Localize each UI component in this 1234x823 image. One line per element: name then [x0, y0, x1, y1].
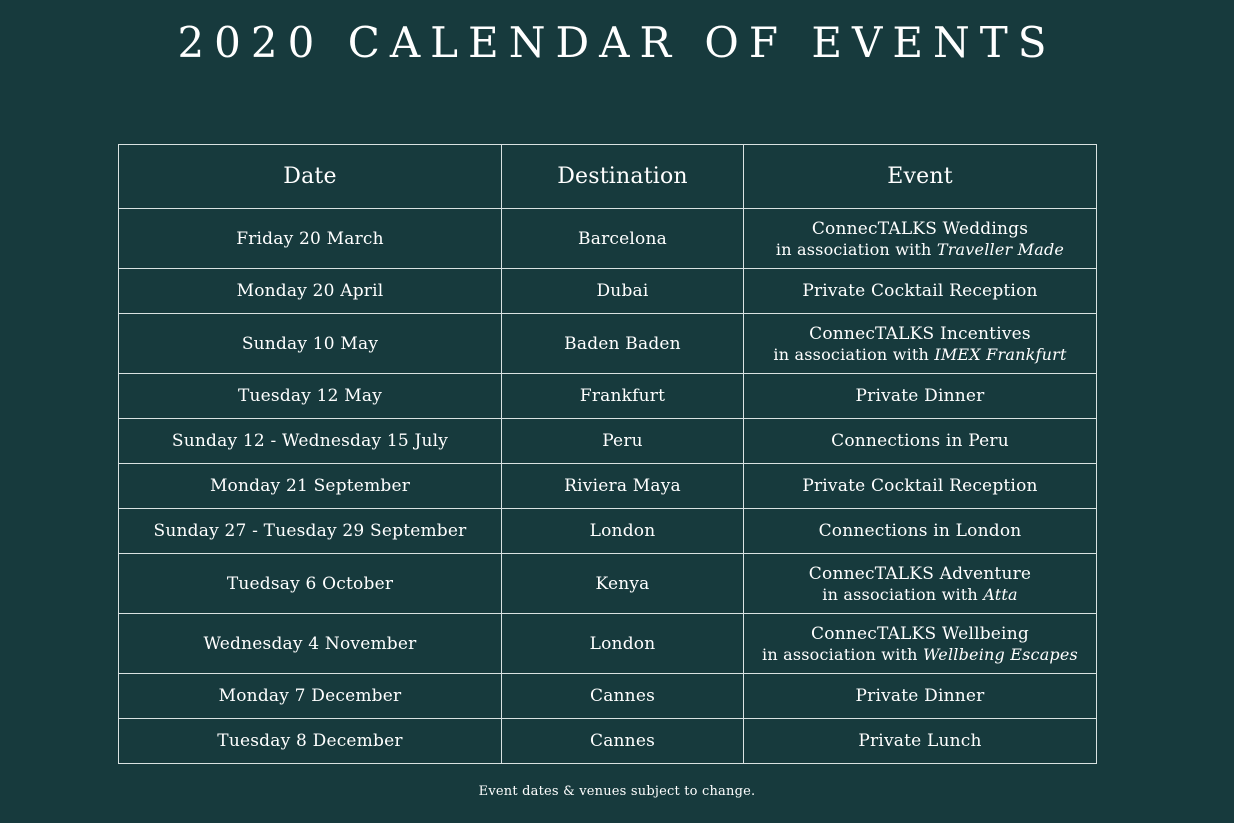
- destination-cell: Riviera Maya: [502, 464, 744, 509]
- event-title: ConnecTALKS Weddings: [811, 218, 1029, 239]
- table-row: [119, 464, 1097, 509]
- destination-cell: London: [502, 509, 744, 554]
- destination-cell: Peru: [502, 419, 744, 464]
- event-association: [744, 585, 1096, 605]
- partner-name: Atta: [983, 584, 1018, 604]
- table-row: [119, 269, 1097, 314]
- association-prefix: in association with: [822, 584, 984, 604]
- date-cell: Tuedsay 6 October: [119, 554, 502, 614]
- association-prefix: in association with: [762, 644, 923, 664]
- event-title: ConnecTALKS Adventure: [808, 563, 1032, 584]
- table-row: [119, 314, 1097, 374]
- event-association: [744, 345, 1096, 365]
- event-title: ConnecTALKS Incentives: [809, 323, 1031, 344]
- page-title: 2020 CALENDAR OF EVENTS: [177, 18, 1057, 67]
- table-row: [119, 719, 1097, 764]
- partner-name: IMEX Frankfurt: [934, 344, 1067, 364]
- header-date: Date: [119, 145, 502, 209]
- date-cell: Monday 20 April: [119, 269, 502, 314]
- date-cell: Sunday 27 - Tuesday 29 September: [119, 509, 502, 554]
- event-association: [744, 240, 1096, 260]
- table-row: [119, 614, 1097, 674]
- destination-cell: Dubai: [502, 269, 744, 314]
- table-row: [119, 374, 1097, 419]
- event-association: [744, 645, 1096, 665]
- date-cell: Monday 21 September: [119, 464, 502, 509]
- event-cell: [744, 209, 1097, 269]
- date-cell: Friday 20 March: [119, 209, 502, 269]
- event-cell: [744, 314, 1097, 374]
- date-cell: Sunday 10 May: [119, 314, 502, 374]
- header-event: Event: [744, 145, 1097, 209]
- association-prefix: in association with: [775, 239, 937, 259]
- table-row: [119, 674, 1097, 719]
- event-cell: Private Dinner: [744, 674, 1097, 719]
- destination-cell: Kenya: [502, 554, 744, 614]
- event-cell: Private Lunch: [744, 719, 1097, 764]
- events-table: [118, 144, 1097, 764]
- header-destination: Destination: [502, 145, 744, 209]
- date-cell: Wednesday 4 November: [119, 614, 502, 674]
- date-cell: Tuesday 12 May: [119, 374, 502, 419]
- event-cell: Private Cocktail Reception: [744, 269, 1097, 314]
- event-title: ConnecTALKS Wellbeing: [811, 623, 1029, 644]
- destination-cell: Cannes: [502, 719, 744, 764]
- destination-cell: Cannes: [502, 674, 744, 719]
- destination-cell: Baden Baden: [502, 314, 744, 374]
- event-cell: Connections in London: [744, 509, 1097, 554]
- partner-name: Traveller Made: [936, 239, 1065, 259]
- association-prefix: in association with: [773, 344, 935, 364]
- date-cell: Sunday 12 - Wednesday 15 July: [119, 419, 502, 464]
- table-header-row: [119, 145, 1097, 209]
- date-cell: Tuesday 8 December: [119, 719, 502, 764]
- footnote: Event dates & venues subject to change.: [478, 784, 756, 799]
- partner-name: Wellbeing Escapes: [922, 644, 1078, 664]
- table-row: [119, 509, 1097, 554]
- table-row: [119, 419, 1097, 464]
- date-cell: Monday 7 December: [119, 674, 502, 719]
- event-cell: Private Dinner: [744, 374, 1097, 419]
- event-cell: [744, 614, 1097, 674]
- table-row: [119, 554, 1097, 614]
- destination-cell: Frankfurt: [502, 374, 744, 419]
- table-row: [119, 209, 1097, 269]
- event-cell: Connections in Peru: [744, 419, 1097, 464]
- event-cell: [744, 554, 1097, 614]
- destination-cell: London: [502, 614, 744, 674]
- destination-cell: Barcelona: [502, 209, 744, 269]
- event-cell: Private Cocktail Reception: [744, 464, 1097, 509]
